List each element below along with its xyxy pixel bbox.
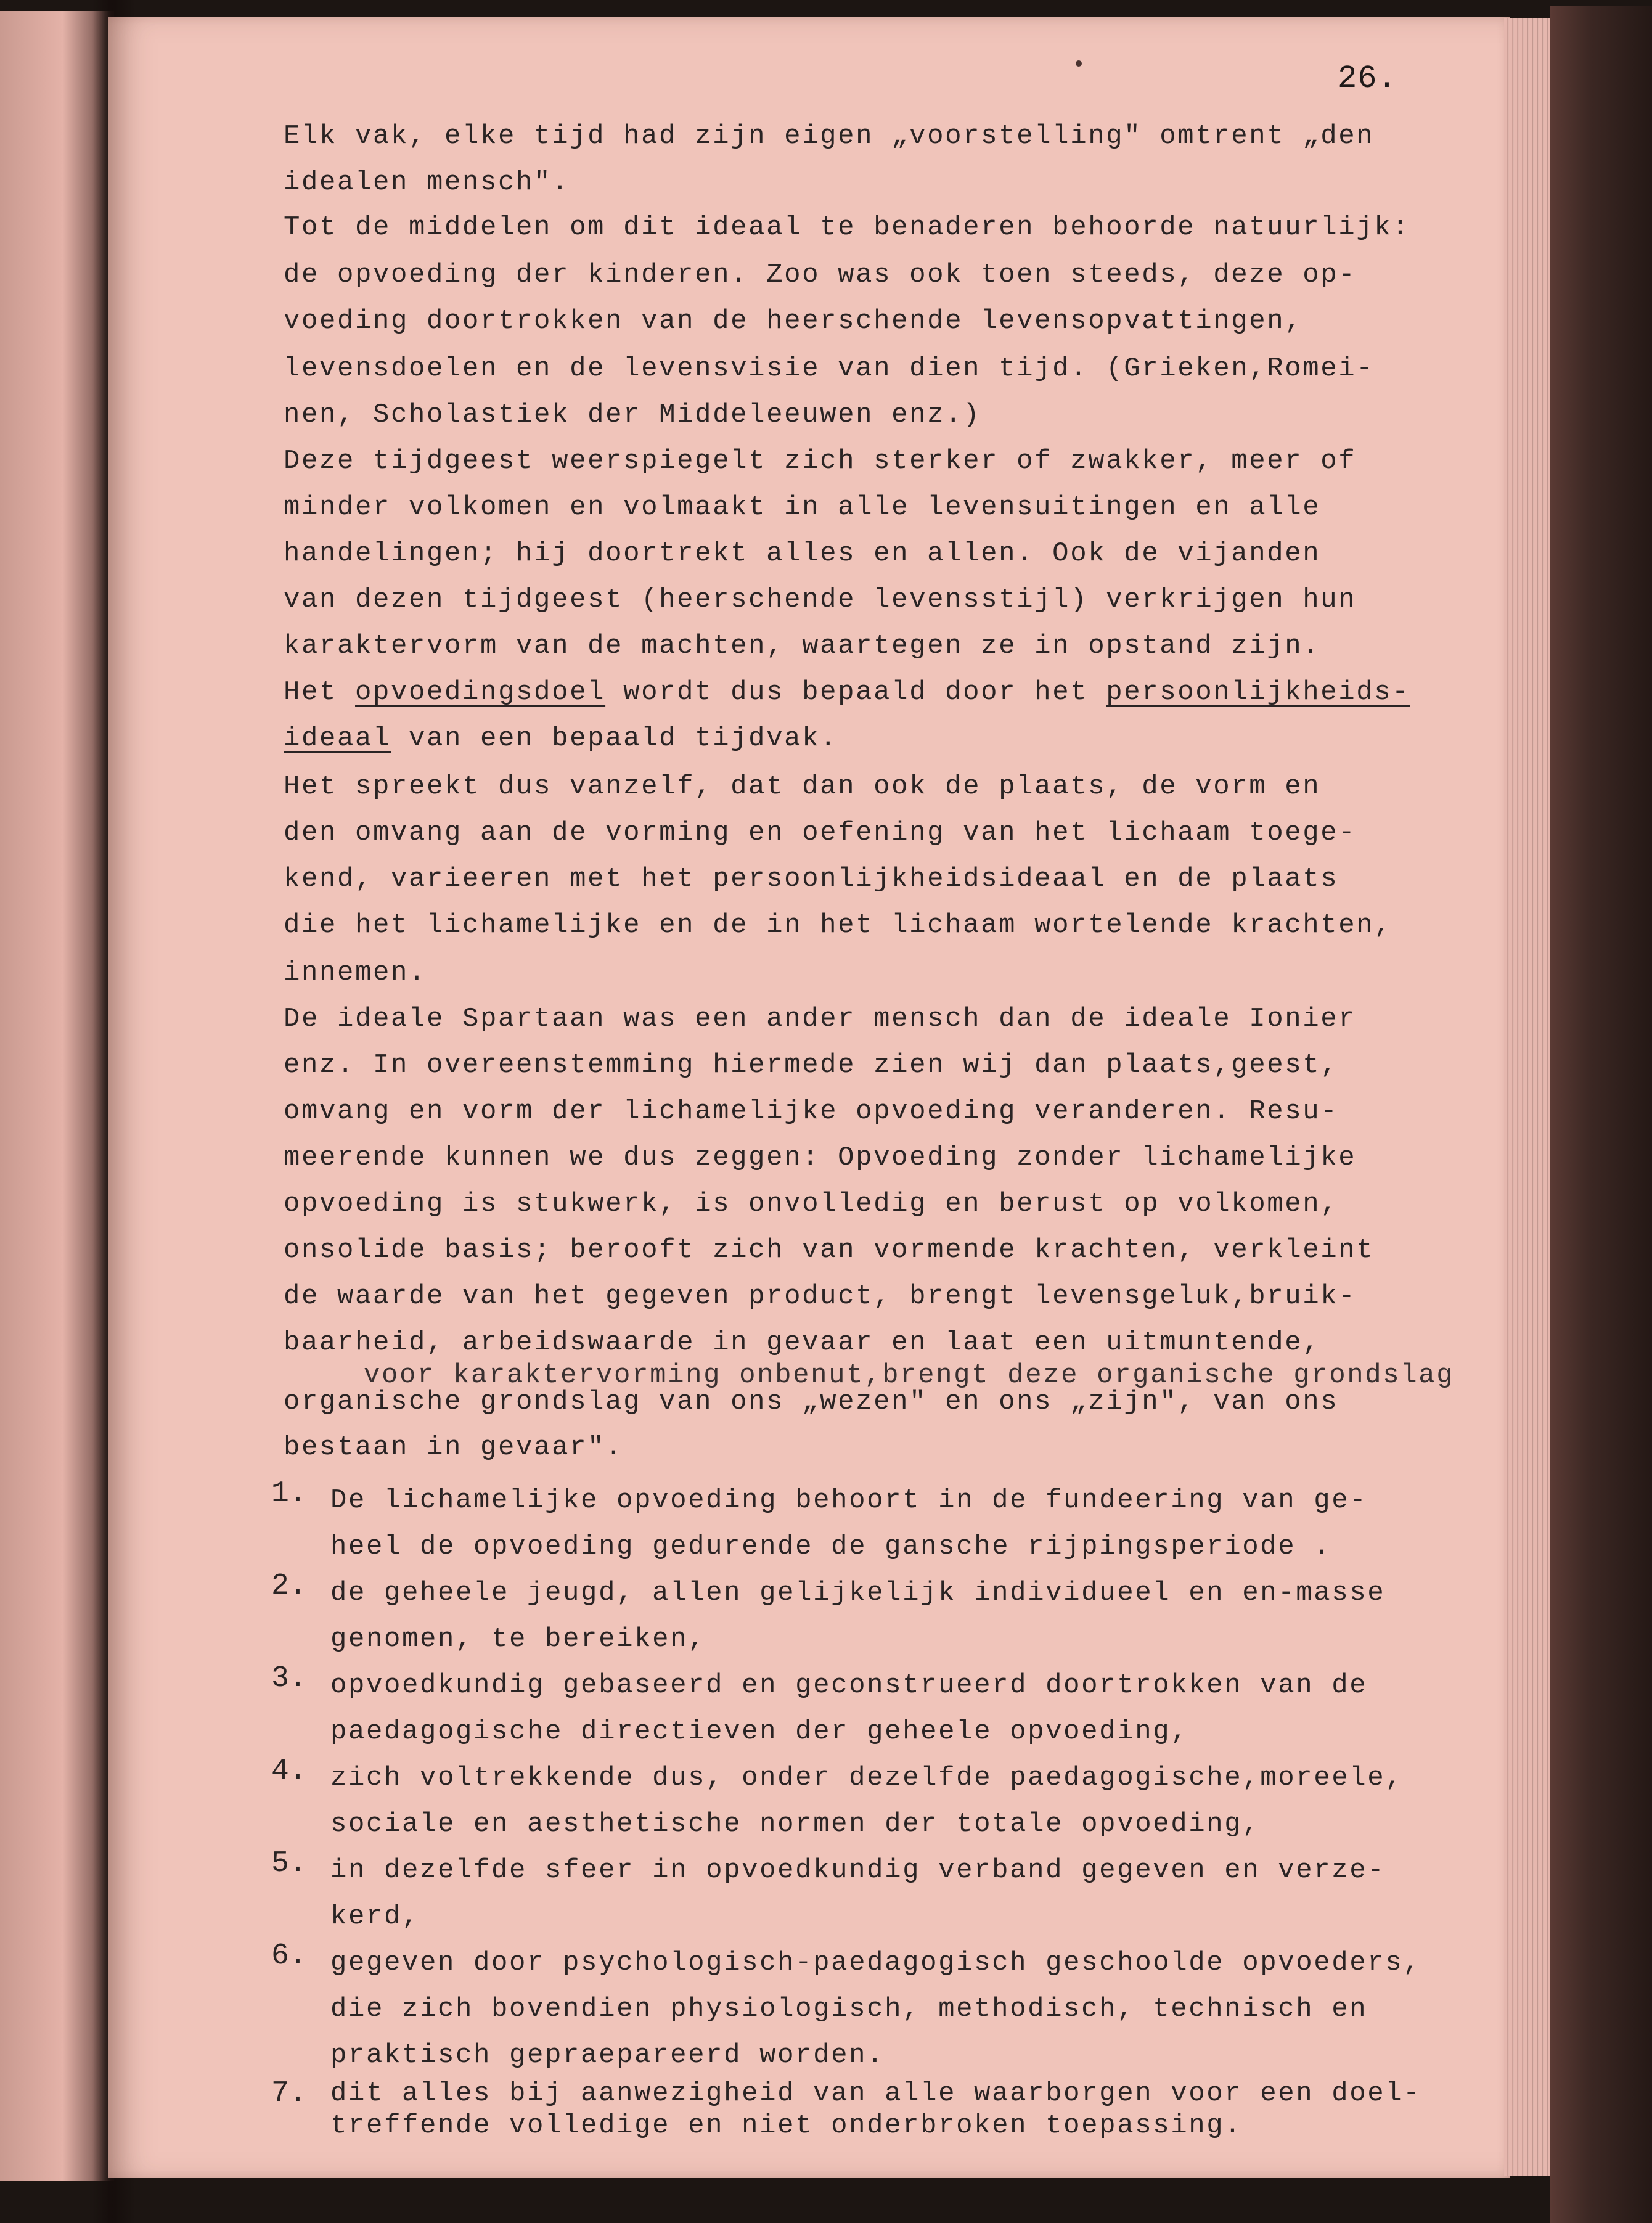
text-line: minder volkomen en volmaakt in alle levensuitingen en alle [284,492,1321,523]
list-number: 2. [271,1570,307,1603]
list-text: in dezelfde sfeer in opvoedkundig verband gegeven en verze- kerd, [330,1855,1386,1932]
text-line: die het lichamelijke en de in het lichaam wortelende krachten, [284,910,1392,941]
text-line: Het spreekt dus vanzelf, dat dan ook de plaats, de vorm en [284,771,1321,802]
text-line: nen, Scholastiek der Middeleeuwen enz.) [284,399,981,430]
text-line: omvang en vorm der lichamelijke opvoeding veranderen. Resu- [284,1096,1339,1127]
text-segment: van een bepaald tijdvak. [391,723,838,754]
list-number: 3. [271,1662,307,1695]
list-number: 5. [271,1847,307,1880]
overtyped-line: voor karaktervorming onbenut,brengt deze organische grondslag [364,1360,1455,1391]
list-number: 1. [271,1477,307,1510]
page-stack-edges [1504,18,1553,2176]
underlined-term: ideaal [284,723,391,754]
underlined-term: persoonlijkheids- [1106,677,1410,708]
text-line: de opvoeding der kinderen. Zoo was ook toen steeds, deze op- [284,260,1357,290]
underlined-term: opvoedingsdoel [355,677,606,708]
text-line: de waarde van het gegeven product, brengt levensgeluk,bruik- [284,1281,1357,1312]
text-line: organische grondslag van ons „wezen" en ons „zijn", van ons [284,1386,1339,1417]
list-number: 4. [271,1754,307,1788]
list-number: 6. [271,1939,307,1973]
page-number: 26. [1338,60,1397,97]
text-line: enz. In overeenstemming hiermede zien wij dan plaats,geest, [284,1050,1339,1081]
paper-speck [1076,60,1082,67]
book-cover-edge [1550,6,1652,2223]
text-line: idealen mensch". [284,167,570,198]
text-line: voeding doortrokken van de heerschende levensopvattingen, [284,306,1303,337]
list-text: zich voltrekkende dus, onder dezelfde paedagogische,moreele, sociale en aesthetische normen der totale opvoeding, [330,1762,1404,1840]
list-text: de geheele jeugd, allen gelijkelijk individueel en en-masse genomen, te bereiken, [330,1578,1386,1655]
list-text: opvoedkundig gebaseerd en geconstrueerd doortrokken van de paedagogische directieven der geheele opvoeding, [330,1670,1368,1747]
text-line: karaktervorm van de machten, waartegen ze in opstand zijn. [284,631,1321,661]
text-line: Tot de middelen om dit ideaal te benaderen behoorde natuurlijk: [284,212,1410,243]
text-line-underlined [284,723,838,755]
list-text: dit alles bij aanwezigheid van alle waarborgen voor een doel- treffende volledige en niet onderbroken toepassing. [330,2078,1421,2141]
list-number: 7. [271,2077,307,2110]
text-line: kend, varieeren met het persoonlijkheidsideaal en de plaats [284,864,1339,895]
text-line: Deze tijdgeest weerspiegelt zich sterker of zwakker, meer of [284,446,1357,477]
text-line: meerende kunnen we dus zeggen: Opvoeding zonder lichamelijke [284,1142,1357,1173]
text-line: handelingen; hij doortrekt alles en allen. Ook de vijanden [284,538,1321,569]
text-line: baarheid, arbeidswaarde in gevaar en laat een uitmuntende, [284,1327,1321,1358]
text-segment: Het [284,677,356,708]
text-line-underlined [284,676,1410,708]
text-line: De ideale Spartaan was een ander mensch dan de ideale Ionier [284,1004,1357,1034]
text-line: van dezen tijdgeest (heerschende levensstijl) verkrijgen hun [284,584,1357,615]
text-segment: wordt dus bepaald door het [605,677,1106,708]
list-text: gegeven door psychologisch-paedagogisch geschoolde opvoeders, die zich bovendien physiologisch, methodisch, technisch en praktisch gepraepareerd worden. [330,1947,1421,2071]
text-line: innemen. [284,957,427,988]
text-line: den omvang aan de vorming en oefening van het lichaam toege- [284,817,1357,848]
text-line: opvoeding is stukwerk, is onvolledig en berust op volkomen, [284,1189,1339,1219]
text-line: bestaan in gevaar". [284,1432,624,1463]
text-line: Elk vak, elke tijd had zijn eigen „voorstelling" omtrent „den [284,121,1375,152]
text-line: levensdoelen en de levensvisie van dien tijd. (Grieken,Romei- [284,353,1375,384]
list-text: De lichamelijke opvoeding behoort in de fundeering van ge- heel de opvoeding gedurende de gansche rijpingsperiode . [330,1485,1368,1562]
text-line: onsolide basis; berooft zich van vormende krachten, verkleint [284,1235,1375,1266]
